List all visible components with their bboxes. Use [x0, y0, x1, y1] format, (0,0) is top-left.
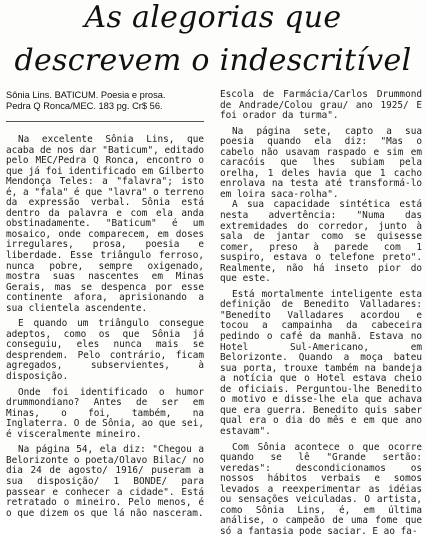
- right-paragraph-4: Está mortalmente inteligente esta definição de Benedito Valladares: "Benedito Valladares acordou e tocou a campainha da cabeceira pedindo o café da manhã. Estava no Hotel Sul-Americano, em Belorizonte. Quando a moça bateu sua porta, trouxe também na bandeja a notícia que o Hotel estava cheio de oficiais. Perguntou-lhe Benedito o motivo e disse-lhe ela que achava que era guerra. Benedito quis saber qual era o dia do mês e em que ano estavam".: [220, 290, 422, 438]
- right-column: [220, 90, 422, 537]
- left-paragraph-2: E quando um triângulo consegue adeptos, como os que Sônia já conseguiu, eles nunca mais se desprendem. Pelo contrário, ficam agregados, subservientes, à disposição.: [6, 319, 204, 382]
- left-column: [6, 90, 204, 519]
- left-paragraph-4: Na página 54, ela diz: "Chegou a Belorizonte o poeta/Olavo Bilac/ no dia 24 de agosto/ 1916/ puseram a sua disposição/ 1 BONDE/ para passear e conhecer a cidade". Está retratado o mineiro. Pelo menos, é o que dizem os que lá não nasceram.: [6, 445, 204, 519]
- book-info-line-2: Pedra Q Ronca/MEC. 183 pg. Cr$ 56.: [6, 101, 204, 112]
- right-paragraph-2: Na página sete, capto a sua poesia quando ela diz: "Mas o cabelo não usavam raspado e sim em caracóis que lhes subiam pela orelha, 1 deles havia que 1 cacho enrolava na testa até transformá-lo em loira saca-rolha".: [220, 127, 422, 201]
- book-info-line-1: Sônia Lins. BATICUM. Poesia e prosa.: [6, 90, 204, 101]
- right-paragraph-5: Com Sônia acontece o que ocorre quando se lê "Grande sertão: veredas": descondicionamos os nossos hábitos verbais e somos levados a reexperimentar as idéias ou sensações veiculadas. O artista, como Sônia Lins, é, em última análise, o campeão de uma fome que só a fantasia pode saciar. E ao fa-: [220, 443, 422, 537]
- book-info: [6, 90, 204, 112]
- divider: [6, 121, 204, 122]
- headline-line-2: descrevem o indescritível: [0, 43, 426, 79]
- left-paragraph-3: Onde foi identificado o humor drummondiano? Antes de ser em Minas, o foi, também, na Inglaterra. O de Sônia, ao que sei, é visceralmente mineiro.: [6, 388, 204, 441]
- left-paragraph-1: Na excelente Sônia Lins, que acaba de nos dar "Baticum", editado pelo MEC/Pedra Q Ronca, encontro o que já foi identificado em Gilberto Mendonça Teles: a "falavra"; isto é, a "fala" é que "lavra" o terreno da expressão verbal. Sônia está dentro da palavra e com ela anda obstinadamente. "Baticum" é um mosaico, onde comparecem, em doses irregulares, prosa, poesia e liberdade. Esse triângulo ferroso, nunca pobre, sempre oxigenado, mostra suas nascentes em Minas Gerais, mas se despenca por esse continente afora, aprisionando a sua clientela ascendente.: [6, 135, 204, 314]
- headline-line-1: As alegorias que: [0, 0, 426, 36]
- right-paragraph-1: Escola de Farmácia/Carlos Drummond de Andrade/Colou grau/ ano 1925/ E foi orador da turma".: [220, 90, 422, 122]
- right-paragraph-3: A sua capacidade sintética está nesta advertência: "Numa das extremidades do corredor, junto à sala de jantar como se quisesse comer, preso à parede com 1 suspiro, estava o telefone preto". Realmente, não há inseto pior do que este.: [220, 200, 422, 284]
